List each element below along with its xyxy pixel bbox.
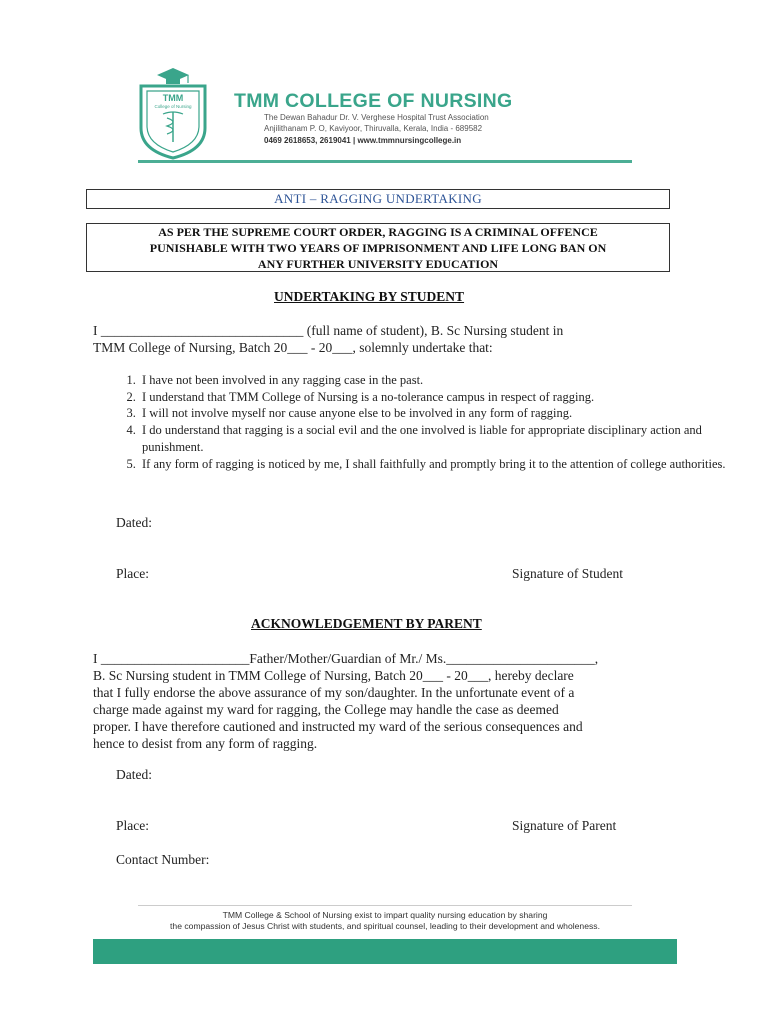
parent-body-line: B. Sc Nursing student in TMM College of Nursing, Batch 20___ - 20___, hereby declare [93, 668, 574, 683]
parent-body-line: I ______________________Father/Mother/Guardian of Mr./ Ms.______________________, [93, 651, 599, 666]
parent-dated-label: Dated: [116, 767, 152, 782]
undertaking-point: 5. If any form of ragging is noticed by me, I shall faithfully and promptly bring it to the attention of college authorities. [139, 456, 739, 473]
footer-mission [93, 910, 677, 932]
parent-body-line: proper. I have therefore cautioned and instructed my ward of the serious consequences and [93, 719, 583, 734]
logo-text-tmm: TMM [162, 93, 184, 103]
student-signature-label: Signature of Student [512, 566, 623, 581]
document-title: ANTI – RAGGING UNDERTAKING [86, 189, 670, 209]
parent-section-heading: ACKNOWLEDGEMENT BY PARENT [251, 616, 482, 631]
parent-contact-label: Contact Number: [116, 852, 210, 867]
footer-divider [138, 905, 632, 906]
student-intro-line: I ______________________________ (full name of student), B. Sc Nursing student in [93, 323, 564, 338]
footer-line: the compassion of Jesus Christ with students, and spiritual counsel, leading to their development and wholeness. [170, 921, 600, 931]
parent-body-line: that I fully endorse the above assurance of my son/daughter. In the unfortunate event of a [93, 685, 575, 700]
warning-line: ANY FURTHER UNIVERSITY EDUCATION [257, 257, 499, 271]
college-logo [133, 66, 213, 160]
student-place-label: Place: [116, 566, 149, 581]
college-name: TMM COLLEGE OF NURSING [234, 90, 513, 112]
parent-place-label: Place: [116, 818, 149, 833]
undertaking-point: 3. I will not involve myself nor cause anyone else to be involved in any form of ragging. [139, 405, 739, 422]
footer-band [93, 939, 677, 964]
student-section-heading: UNDERTAKING BY STUDENT [274, 289, 465, 304]
header-divider [138, 160, 632, 163]
college-address: Anjilithanam P. O, Kaviyoor, Thiruvalla, Kerala, India - 689582 [264, 124, 483, 133]
legal-warning-box [86, 223, 670, 272]
logo-text-college: College of Nursing [154, 104, 192, 109]
trust-name: The Dewan Bahadur Dr. V. Verghese Hospital Trust Association [264, 113, 489, 122]
undertaking-points [97, 372, 739, 472]
footer-line: TMM College & School of Nursing exist to impart quality nursing education by sharing [222, 910, 548, 920]
parent-signature-label: Signature of Parent [512, 818, 617, 833]
undertaking-point: 2. I understand that TMM College of Nursing is a no-tolerance campus in respect of ragging. [139, 389, 739, 406]
student-intro-line: TMM College of Nursing, Batch 20___ - 20___, solemnly undertake that: [93, 340, 493, 355]
undertaking-point: 1. I have not been involved in any ragging case in the past. [139, 372, 739, 389]
parent-body-line: hence to desist from any form of ragging. [93, 736, 318, 751]
undertaking-point: 4. I do understand that ragging is a social evil and the one involved is liable for appropriate disciplinary action and punishment. [139, 422, 739, 455]
warning-line: AS PER THE SUPREME COURT ORDER, RAGGING IS A CRIMINAL OFFENCE [158, 225, 598, 239]
student-dated-label: Dated: [116, 515, 152, 530]
parent-body-line: charge made against my ward for ragging, the College may handle the case as deemed [93, 702, 559, 717]
college-contact: 0469 2618653, 2619041 | www.tmmnursingcollege.in [264, 136, 462, 145]
parent-body [93, 650, 598, 752]
warning-line: PUNISHABLE WITH TWO YEARS OF IMPRISONMENT AND LIFE LONG BAN ON [149, 241, 607, 255]
student-intro [93, 322, 563, 356]
